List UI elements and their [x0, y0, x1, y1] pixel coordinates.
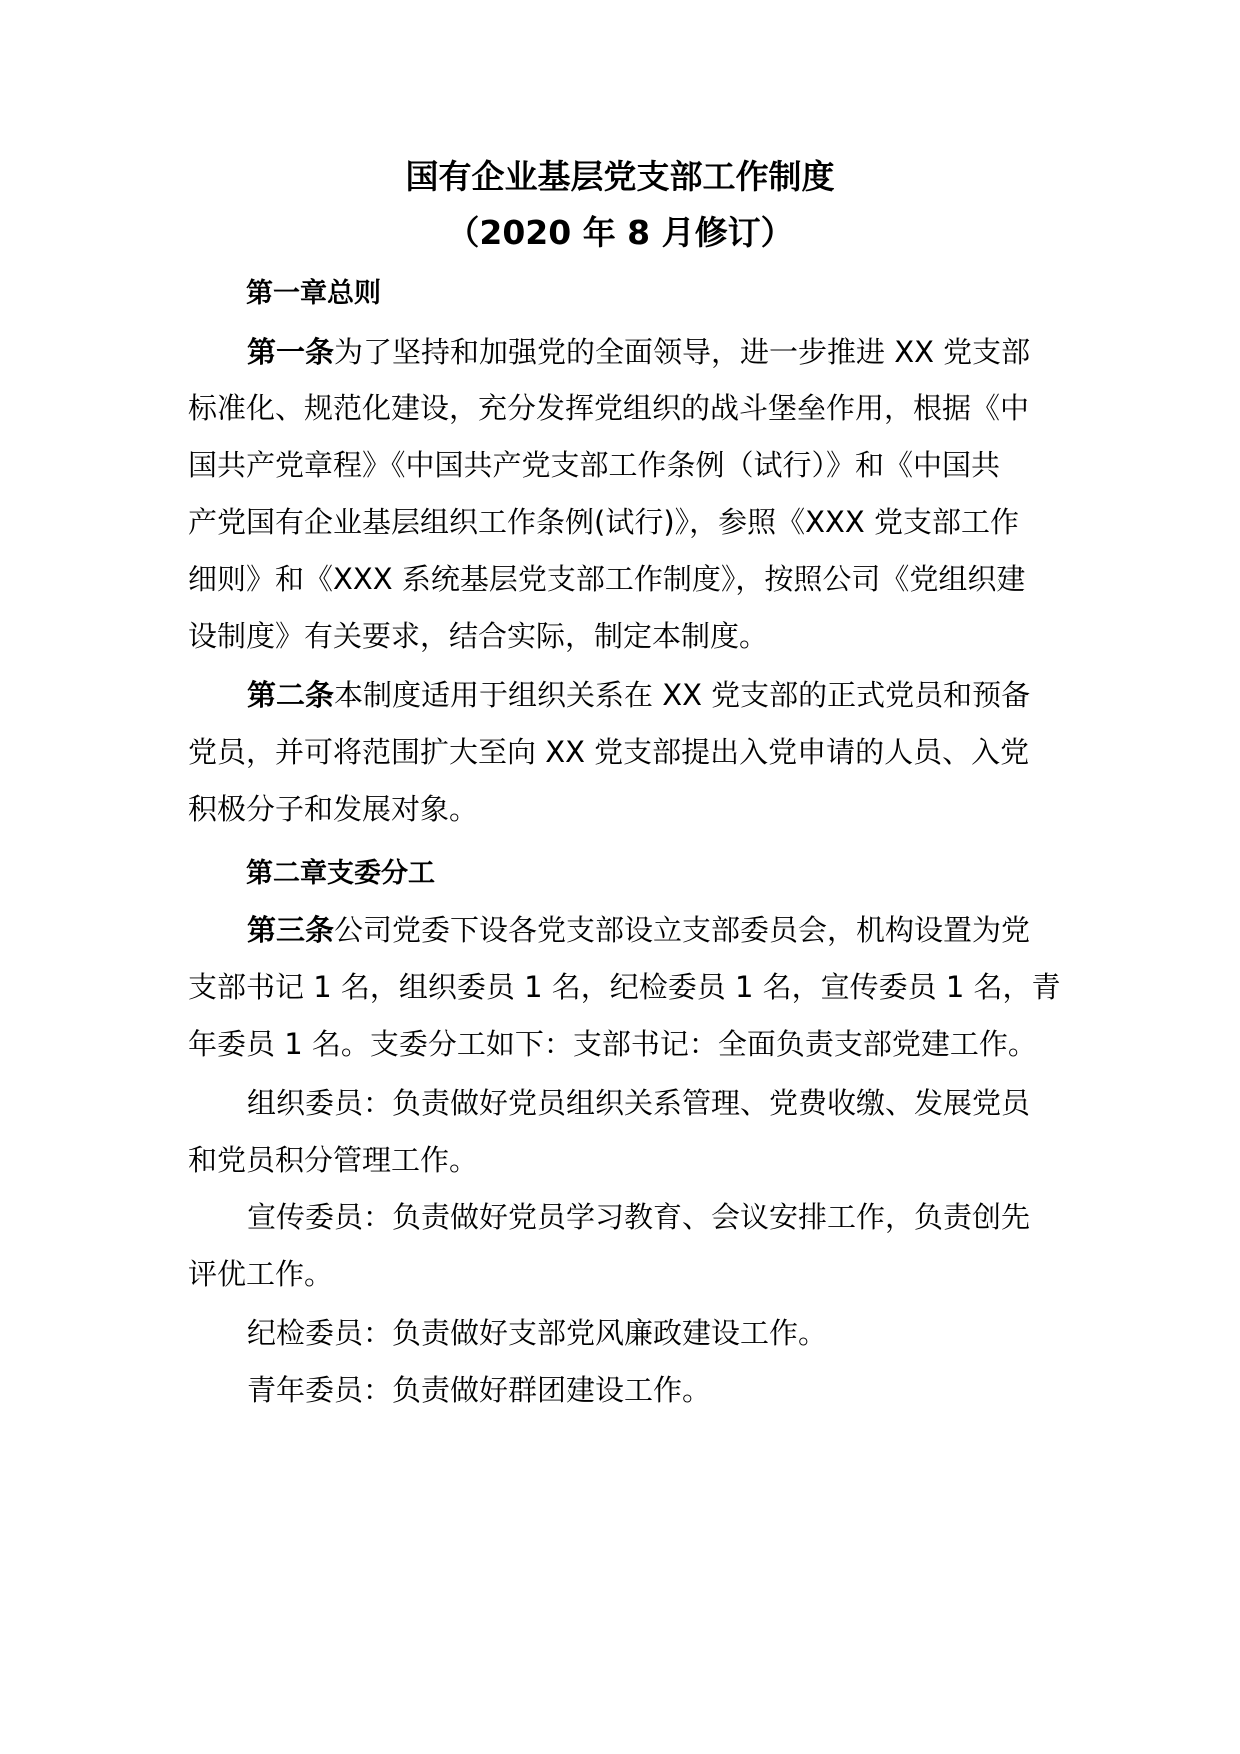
discipline-committee-paragraph: 纪检委员：负责做好支部党风廉政建设工作。: [247, 1316, 828, 1350]
article-1-line-5: 细则》和《XXX 系统基层党支部工作制度》，按照公司《党组织建: [188, 562, 1026, 596]
chapter-2-heading: 第二章支委分工: [246, 858, 435, 889]
article-1-line-2: 标准化、规范化建设，充分发挥党组织的战斗堡垒作用，根据《中: [188, 391, 1030, 425]
article-2-line-1: [247, 673, 1030, 717]
publicity-line-2: 评优工作。: [188, 1257, 334, 1291]
article-1-line-4: 产党国有企业基层组织工作条例(试行)》，参照《XXX 党支部工作: [188, 505, 1019, 539]
article-2-label: 第二条: [247, 678, 335, 712]
article-3-label: 第三条: [247, 913, 335, 947]
chapter-1-heading: 第一章总则: [246, 278, 381, 309]
article-1-text: 为了坚持和加强党的全面领导，进一步推进 XX 党支部: [334, 335, 1031, 369]
article-2-text: 本制度适用于组织关系在 XX 党支部的正式党员和预备: [334, 678, 1031, 712]
article-1-line-6: 设制度》有关要求，结合实际，制定本制度。: [188, 619, 769, 653]
document-title: 国有企业基层党支部工作制度: [405, 157, 835, 196]
organization-line-1: 组织委员：负责做好党员组织关系管理、党费收缴、发展党员: [247, 1086, 1031, 1120]
organization-line-2: 和党员积分管理工作。: [188, 1143, 479, 1177]
article-3-line-2: 支部书记 1 名，组织委员 1 名，纪检委员 1 名，宣传委员 1 名，青: [188, 970, 1061, 1004]
publicity-line-1: 宣传委员：负责做好党员学习教育、会议安排工作，负责创先: [247, 1200, 1031, 1234]
article-3-line-1: [247, 908, 1030, 952]
youth-committee-paragraph: 青年委员：负责做好群团建设工作。: [247, 1373, 712, 1407]
article-2-line-2: 党员，并可将范围扩大至向 XX 党支部提出入党申请的人员、入党: [188, 735, 1030, 769]
document-subtitle: （2020 年 8 月修订）: [446, 213, 794, 252]
article-3-text: 公司党委下设各党支部设立支部委员会，机构设置为党: [334, 913, 1031, 947]
article-1-line-1: [247, 330, 1030, 374]
article-2-line-3: 积极分子和发展对象。: [188, 792, 479, 826]
article-1-label: 第一条: [247, 335, 335, 369]
article-1-line-3: 国共产党章程》《中国共产党支部工作条例（试行）》和《中国共: [188, 448, 1001, 482]
article-3-line-3: 年委员 1 名。支委分工如下：支部书记：全面负责支部党建工作。: [188, 1027, 1037, 1061]
